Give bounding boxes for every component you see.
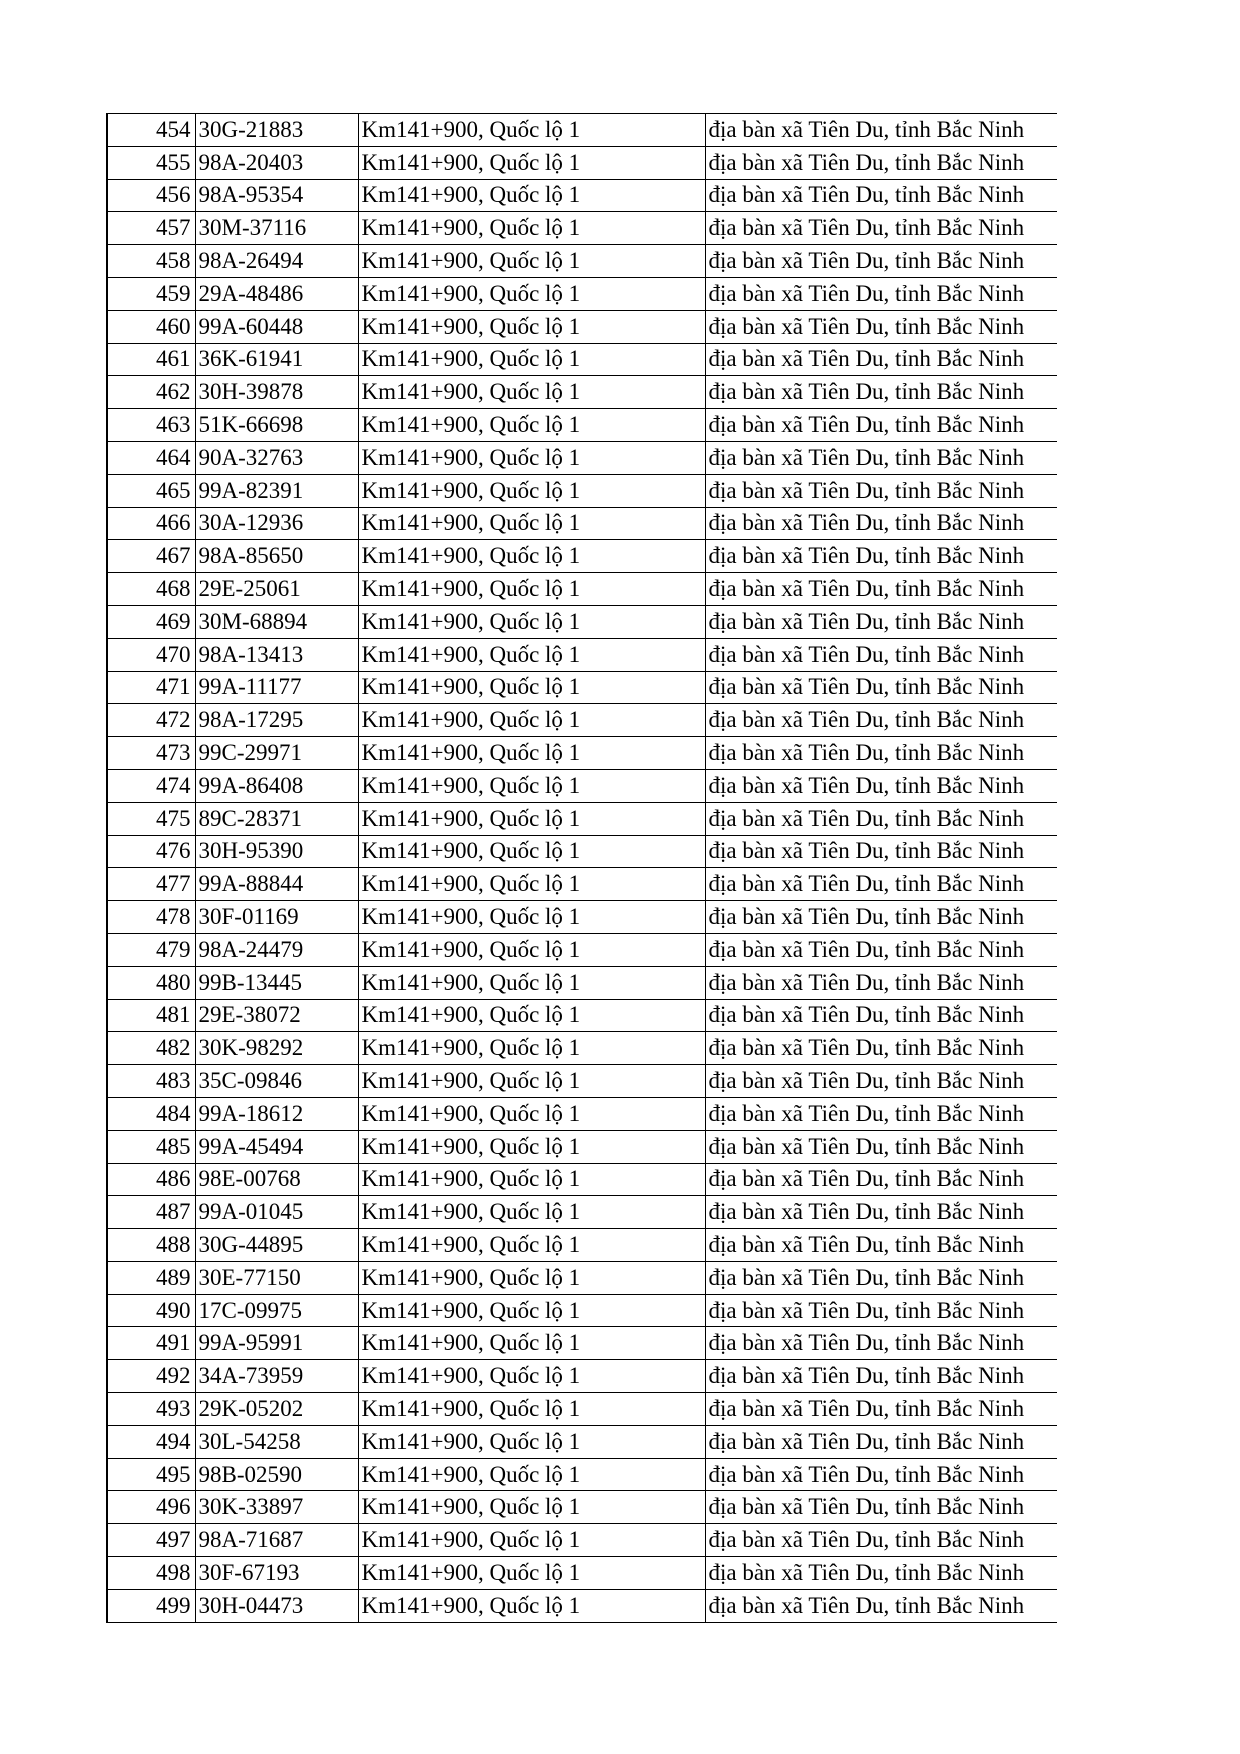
- area-cell: địa bàn xã Tiên Du, tỉnh Bắc Ninh: [705, 1229, 1057, 1262]
- area-cell: địa bàn xã Tiên Du, tỉnh Bắc Ninh: [705, 1524, 1057, 1557]
- location-cell: Km141+900, Quốc lộ 1: [358, 1458, 705, 1491]
- license-plate-cell: 30M-37116: [195, 212, 358, 245]
- table-row: [107, 1524, 1057, 1557]
- row-number-cell: 472: [107, 704, 195, 737]
- row-number-cell: 469: [107, 605, 195, 638]
- location-cell: Km141+900, Quốc lộ 1: [358, 1261, 705, 1294]
- table-row: [107, 704, 1057, 737]
- area-cell: địa bàn xã Tiên Du, tỉnh Bắc Ninh: [705, 737, 1057, 770]
- row-number-cell: 480: [107, 966, 195, 999]
- row-number-cell: 470: [107, 638, 195, 671]
- table-row: [107, 1393, 1057, 1426]
- table-row: [107, 1491, 1057, 1524]
- table-row: [107, 441, 1057, 474]
- license-plate-cell: 99A-60448: [195, 310, 358, 343]
- location-cell: Km141+900, Quốc lộ 1: [358, 704, 705, 737]
- row-number-cell: 465: [107, 474, 195, 507]
- table-row: [107, 212, 1057, 245]
- area-cell: địa bàn xã Tiên Du, tỉnh Bắc Ninh: [705, 1491, 1057, 1524]
- row-number-cell: 483: [107, 1065, 195, 1098]
- license-plate-cell: 30M-68894: [195, 605, 358, 638]
- table-row: [107, 1097, 1057, 1130]
- area-cell: địa bàn xã Tiên Du, tỉnh Bắc Ninh: [705, 179, 1057, 212]
- location-cell: Km141+900, Quốc lộ 1: [358, 245, 705, 278]
- license-plate-cell: 29K-05202: [195, 1393, 358, 1426]
- row-number-cell: 467: [107, 540, 195, 573]
- table-row: [107, 540, 1057, 573]
- table-row: [107, 737, 1057, 770]
- area-cell: địa bàn xã Tiên Du, tỉnh Bắc Ninh: [705, 1425, 1057, 1458]
- area-cell: địa bàn xã Tiên Du, tỉnh Bắc Ninh: [705, 573, 1057, 606]
- row-number-cell: 497: [107, 1524, 195, 1557]
- row-number-cell: 492: [107, 1360, 195, 1393]
- row-number-cell: 477: [107, 868, 195, 901]
- table-row: [107, 1557, 1057, 1590]
- area-cell: địa bàn xã Tiên Du, tỉnh Bắc Ninh: [705, 1032, 1057, 1065]
- table-row: [107, 376, 1057, 409]
- area-cell: địa bàn xã Tiên Du, tỉnh Bắc Ninh: [705, 409, 1057, 442]
- area-cell: địa bàn xã Tiên Du, tỉnh Bắc Ninh: [705, 933, 1057, 966]
- table-row: [107, 277, 1057, 310]
- license-plate-cell: 99A-82391: [195, 474, 358, 507]
- location-cell: Km141+900, Quốc lộ 1: [358, 540, 705, 573]
- location-cell: Km141+900, Quốc lộ 1: [358, 376, 705, 409]
- license-plate-cell: 30E-77150: [195, 1261, 358, 1294]
- location-cell: Km141+900, Quốc lộ 1: [358, 1524, 705, 1557]
- location-cell: Km141+900, Quốc lộ 1: [358, 573, 705, 606]
- license-plate-cell: 30K-33897: [195, 1491, 358, 1524]
- location-cell: Km141+900, Quốc lộ 1: [358, 835, 705, 868]
- area-cell: địa bàn xã Tiên Du, tỉnh Bắc Ninh: [705, 245, 1057, 278]
- row-number-cell: 495: [107, 1458, 195, 1491]
- area-cell: địa bàn xã Tiên Du, tỉnh Bắc Ninh: [705, 704, 1057, 737]
- area-cell: địa bàn xã Tiên Du, tỉnh Bắc Ninh: [705, 1294, 1057, 1327]
- location-cell: Km141+900, Quốc lộ 1: [358, 1491, 705, 1524]
- row-number-cell: 493: [107, 1393, 195, 1426]
- location-cell: Km141+900, Quốc lộ 1: [358, 1229, 705, 1262]
- table-row: [107, 1163, 1057, 1196]
- location-cell: Km141+900, Quốc lộ 1: [358, 933, 705, 966]
- table-row: [107, 310, 1057, 343]
- license-plate-cell: 51K-66698: [195, 409, 358, 442]
- table-row: [107, 1589, 1057, 1622]
- license-plate-cell: 29E-25061: [195, 573, 358, 606]
- license-plate-cell: 30G-21883: [195, 114, 358, 147]
- area-cell: địa bàn xã Tiên Du, tỉnh Bắc Ninh: [705, 277, 1057, 310]
- location-cell: Km141+900, Quốc lộ 1: [358, 901, 705, 934]
- license-plate-cell: 99B-13445: [195, 966, 358, 999]
- license-plate-cell: 30A-12936: [195, 507, 358, 540]
- row-number-cell: 485: [107, 1130, 195, 1163]
- location-cell: Km141+900, Quốc lộ 1: [358, 441, 705, 474]
- location-cell: Km141+900, Quốc lộ 1: [358, 605, 705, 638]
- location-cell: Km141+900, Quốc lộ 1: [358, 671, 705, 704]
- area-cell: địa bàn xã Tiên Du, tỉnh Bắc Ninh: [705, 999, 1057, 1032]
- row-number-cell: 460: [107, 310, 195, 343]
- row-number-cell: 462: [107, 376, 195, 409]
- row-number-cell: 473: [107, 737, 195, 770]
- area-cell: địa bàn xã Tiên Du, tỉnh Bắc Ninh: [705, 310, 1057, 343]
- row-number-cell: 458: [107, 245, 195, 278]
- license-plate-cell: 98B-02590: [195, 1458, 358, 1491]
- table-row: [107, 999, 1057, 1032]
- table-row: [107, 1327, 1057, 1360]
- row-number-cell: 499: [107, 1589, 195, 1622]
- row-number-cell: 479: [107, 933, 195, 966]
- table-row: [107, 474, 1057, 507]
- location-cell: Km141+900, Quốc lộ 1: [358, 1294, 705, 1327]
- license-plate-cell: 99C-29971: [195, 737, 358, 770]
- area-cell: địa bàn xã Tiên Du, tỉnh Bắc Ninh: [705, 1557, 1057, 1590]
- license-plate-cell: 98A-24479: [195, 933, 358, 966]
- license-plate-cell: 98A-13413: [195, 638, 358, 671]
- row-number-cell: 464: [107, 441, 195, 474]
- table-row: [107, 343, 1057, 376]
- table-row: [107, 146, 1057, 179]
- license-plate-cell: 98A-71687: [195, 1524, 358, 1557]
- area-cell: địa bàn xã Tiên Du, tỉnh Bắc Ninh: [705, 1393, 1057, 1426]
- area-cell: địa bàn xã Tiên Du, tỉnh Bắc Ninh: [705, 507, 1057, 540]
- area-cell: địa bàn xã Tiên Du, tỉnh Bắc Ninh: [705, 1327, 1057, 1360]
- area-cell: địa bàn xã Tiên Du, tỉnh Bắc Ninh: [705, 146, 1057, 179]
- area-cell: địa bàn xã Tiên Du, tỉnh Bắc Ninh: [705, 802, 1057, 835]
- license-plate-cell: 30F-01169: [195, 901, 358, 934]
- table-row: [107, 409, 1057, 442]
- location-cell: Km141+900, Quốc lộ 1: [358, 1163, 705, 1196]
- table-row: [107, 1261, 1057, 1294]
- row-number-cell: 481: [107, 999, 195, 1032]
- violation-table: [106, 113, 1057, 1623]
- license-plate-cell: 30F-67193: [195, 1557, 358, 1590]
- row-number-cell: 482: [107, 1032, 195, 1065]
- row-number-cell: 498: [107, 1557, 195, 1590]
- table-row: [107, 769, 1057, 802]
- license-plate-cell: 98A-26494: [195, 245, 358, 278]
- area-cell: địa bàn xã Tiên Du, tỉnh Bắc Ninh: [705, 966, 1057, 999]
- license-plate-cell: 98E-00768: [195, 1163, 358, 1196]
- license-plate-cell: 99A-11177: [195, 671, 358, 704]
- area-cell: địa bàn xã Tiên Du, tỉnh Bắc Ninh: [705, 671, 1057, 704]
- license-plate-cell: 30L-54258: [195, 1425, 358, 1458]
- license-plate-cell: 90A-32763: [195, 441, 358, 474]
- license-plate-cell: 98A-20403: [195, 146, 358, 179]
- row-number-cell: 486: [107, 1163, 195, 1196]
- location-cell: Km141+900, Quốc lộ 1: [358, 638, 705, 671]
- license-plate-cell: 30K-98292: [195, 1032, 358, 1065]
- area-cell: địa bàn xã Tiên Du, tỉnh Bắc Ninh: [705, 769, 1057, 802]
- area-cell: địa bàn xã Tiên Du, tỉnh Bắc Ninh: [705, 1130, 1057, 1163]
- location-cell: Km141+900, Quốc lộ 1: [358, 1360, 705, 1393]
- location-cell: Km141+900, Quốc lộ 1: [358, 1065, 705, 1098]
- area-cell: địa bàn xã Tiên Du, tỉnh Bắc Ninh: [705, 540, 1057, 573]
- area-cell: địa bàn xã Tiên Du, tỉnh Bắc Ninh: [705, 441, 1057, 474]
- row-number-cell: 478: [107, 901, 195, 934]
- row-number-cell: 474: [107, 769, 195, 802]
- license-plate-cell: 36K-61941: [195, 343, 358, 376]
- table-row: [107, 1458, 1057, 1491]
- license-plate-cell: 99A-45494: [195, 1130, 358, 1163]
- location-cell: Km141+900, Quốc lộ 1: [358, 507, 705, 540]
- location-cell: Km141+900, Quốc lộ 1: [358, 737, 705, 770]
- area-cell: địa bàn xã Tiên Du, tỉnh Bắc Ninh: [705, 212, 1057, 245]
- location-cell: Km141+900, Quốc lộ 1: [358, 1589, 705, 1622]
- area-cell: địa bàn xã Tiên Du, tỉnh Bắc Ninh: [705, 901, 1057, 934]
- location-cell: Km141+900, Quốc lộ 1: [358, 1196, 705, 1229]
- area-cell: địa bàn xã Tiên Du, tỉnh Bắc Ninh: [705, 1065, 1057, 1098]
- location-cell: Km141+900, Quốc lộ 1: [358, 999, 705, 1032]
- location-cell: Km141+900, Quốc lộ 1: [358, 146, 705, 179]
- location-cell: Km141+900, Quốc lộ 1: [358, 1097, 705, 1130]
- location-cell: Km141+900, Quốc lộ 1: [358, 802, 705, 835]
- location-cell: Km141+900, Quốc lộ 1: [358, 343, 705, 376]
- table-row: [107, 802, 1057, 835]
- location-cell: Km141+900, Quốc lộ 1: [358, 474, 705, 507]
- table-row: [107, 245, 1057, 278]
- row-number-cell: 487: [107, 1196, 195, 1229]
- license-plate-cell: 98A-85650: [195, 540, 358, 573]
- area-cell: địa bàn xã Tiên Du, tỉnh Bắc Ninh: [705, 114, 1057, 147]
- location-cell: Km141+900, Quốc lộ 1: [358, 179, 705, 212]
- area-cell: địa bàn xã Tiên Du, tỉnh Bắc Ninh: [705, 638, 1057, 671]
- area-cell: địa bàn xã Tiên Du, tỉnh Bắc Ninh: [705, 1360, 1057, 1393]
- table-row: [107, 114, 1057, 147]
- area-cell: địa bàn xã Tiên Du, tỉnh Bắc Ninh: [705, 343, 1057, 376]
- table-row: [107, 966, 1057, 999]
- license-plate-cell: 98A-95354: [195, 179, 358, 212]
- location-cell: Km141+900, Quốc lộ 1: [358, 1130, 705, 1163]
- location-cell: Km141+900, Quốc lộ 1: [358, 1557, 705, 1590]
- row-number-cell: 463: [107, 409, 195, 442]
- table-row: [107, 507, 1057, 540]
- table-row: [107, 933, 1057, 966]
- location-cell: Km141+900, Quốc lộ 1: [358, 1425, 705, 1458]
- table-row: [107, 671, 1057, 704]
- license-plate-cell: 99A-95991: [195, 1327, 358, 1360]
- location-cell: Km141+900, Quốc lộ 1: [358, 212, 705, 245]
- area-cell: địa bàn xã Tiên Du, tỉnh Bắc Ninh: [705, 1261, 1057, 1294]
- table-row: [107, 1196, 1057, 1229]
- area-cell: địa bàn xã Tiên Du, tỉnh Bắc Ninh: [705, 1196, 1057, 1229]
- table-row: [107, 179, 1057, 212]
- row-number-cell: 484: [107, 1097, 195, 1130]
- row-number-cell: 490: [107, 1294, 195, 1327]
- area-cell: địa bàn xã Tiên Du, tỉnh Bắc Ninh: [705, 1589, 1057, 1622]
- area-cell: địa bàn xã Tiên Du, tỉnh Bắc Ninh: [705, 868, 1057, 901]
- area-cell: địa bàn xã Tiên Du, tỉnh Bắc Ninh: [705, 376, 1057, 409]
- row-number-cell: 491: [107, 1327, 195, 1360]
- license-plate-cell: 30G-44895: [195, 1229, 358, 1262]
- table-row: [107, 901, 1057, 934]
- location-cell: Km141+900, Quốc lộ 1: [358, 966, 705, 999]
- location-cell: Km141+900, Quốc lộ 1: [358, 409, 705, 442]
- license-plate-cell: 17C-09975: [195, 1294, 358, 1327]
- table-row: [107, 1229, 1057, 1262]
- location-cell: Km141+900, Quốc lộ 1: [358, 868, 705, 901]
- table-row: [107, 1425, 1057, 1458]
- row-number-cell: 461: [107, 343, 195, 376]
- location-cell: Km141+900, Quốc lộ 1: [358, 769, 705, 802]
- row-number-cell: 455: [107, 146, 195, 179]
- row-number-cell: 475: [107, 802, 195, 835]
- license-plate-cell: 30H-95390: [195, 835, 358, 868]
- table-row: [107, 1065, 1057, 1098]
- license-plate-cell: 99A-01045: [195, 1196, 358, 1229]
- area-cell: địa bàn xã Tiên Du, tỉnh Bắc Ninh: [705, 1163, 1057, 1196]
- row-number-cell: 489: [107, 1261, 195, 1294]
- table-row: [107, 1130, 1057, 1163]
- table-row: [107, 573, 1057, 606]
- area-cell: địa bàn xã Tiên Du, tỉnh Bắc Ninh: [705, 1458, 1057, 1491]
- license-plate-cell: 99A-88844: [195, 868, 358, 901]
- row-number-cell: 471: [107, 671, 195, 704]
- row-number-cell: 456: [107, 179, 195, 212]
- row-number-cell: 457: [107, 212, 195, 245]
- table-row: [107, 638, 1057, 671]
- table-body: [107, 114, 1057, 1623]
- row-number-cell: 496: [107, 1491, 195, 1524]
- row-number-cell: 468: [107, 573, 195, 606]
- license-plate-cell: 29E-38072: [195, 999, 358, 1032]
- location-cell: Km141+900, Quốc lộ 1: [358, 1032, 705, 1065]
- table-row: [107, 1032, 1057, 1065]
- location-cell: Km141+900, Quốc lộ 1: [358, 1393, 705, 1426]
- area-cell: địa bàn xã Tiên Du, tỉnh Bắc Ninh: [705, 1097, 1057, 1130]
- location-cell: Km141+900, Quốc lộ 1: [358, 310, 705, 343]
- license-plate-cell: 98A-17295: [195, 704, 358, 737]
- license-plate-cell: 99A-18612: [195, 1097, 358, 1130]
- table-row: [107, 868, 1057, 901]
- row-number-cell: 454: [107, 114, 195, 147]
- table-row: [107, 1294, 1057, 1327]
- license-plate-cell: 29A-48486: [195, 277, 358, 310]
- license-plate-cell: 34A-73959: [195, 1360, 358, 1393]
- license-plate-cell: 30H-39878: [195, 376, 358, 409]
- row-number-cell: 488: [107, 1229, 195, 1262]
- row-number-cell: 459: [107, 277, 195, 310]
- table-row: [107, 605, 1057, 638]
- license-plate-cell: 89C-28371: [195, 802, 358, 835]
- area-cell: địa bàn xã Tiên Du, tỉnh Bắc Ninh: [705, 835, 1057, 868]
- table-row: [107, 835, 1057, 868]
- row-number-cell: 494: [107, 1425, 195, 1458]
- location-cell: Km141+900, Quốc lộ 1: [358, 114, 705, 147]
- license-plate-cell: 35C-09846: [195, 1065, 358, 1098]
- location-cell: Km141+900, Quốc lộ 1: [358, 1327, 705, 1360]
- area-cell: địa bàn xã Tiên Du, tỉnh Bắc Ninh: [705, 474, 1057, 507]
- table-row: [107, 1360, 1057, 1393]
- row-number-cell: 476: [107, 835, 195, 868]
- area-cell: địa bàn xã Tiên Du, tỉnh Bắc Ninh: [705, 605, 1057, 638]
- location-cell: Km141+900, Quốc lộ 1: [358, 277, 705, 310]
- row-number-cell: 466: [107, 507, 195, 540]
- license-plate-cell: 30H-04473: [195, 1589, 358, 1622]
- license-plate-cell: 99A-86408: [195, 769, 358, 802]
